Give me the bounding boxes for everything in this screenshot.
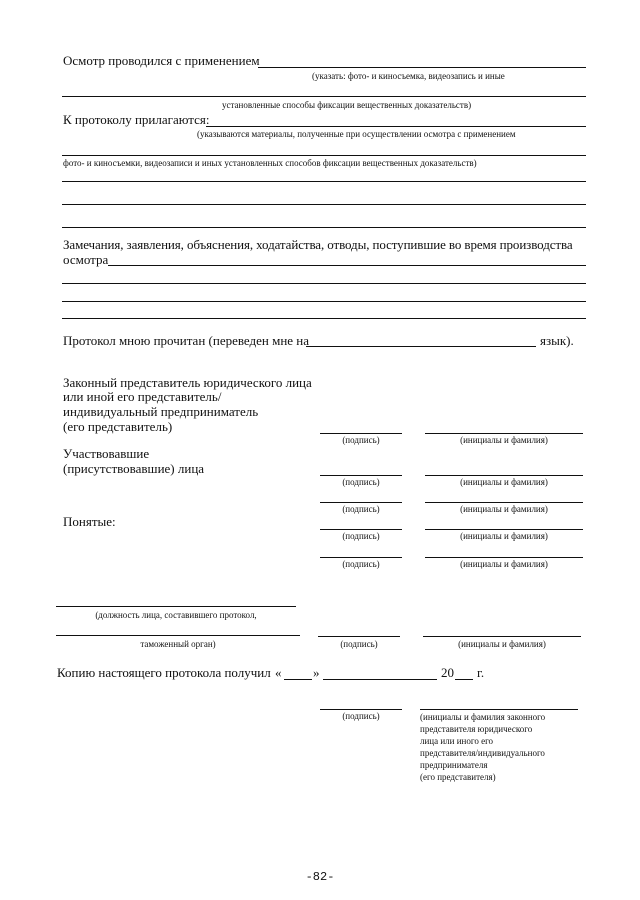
rep-signature-line[interactable] [320, 433, 402, 434]
copy-day-line[interactable] [284, 679, 312, 680]
official-signature-line[interactable] [318, 636, 400, 637]
language-field-line[interactable] [306, 346, 536, 347]
participant-2-signature-note: (подпись) [342, 504, 380, 514]
participant-signature-line[interactable] [320, 475, 402, 476]
copy-year-prefix: 20 [441, 665, 454, 680]
copy-quote-close: » [313, 665, 320, 680]
recipient-note-line-4: представителя/индивидуального [420, 748, 545, 758]
recipient-signature-note: (подпись) [342, 711, 380, 721]
rep-name-note: (инициалы и фамилия) [460, 435, 548, 445]
witness-2-name-line[interactable] [425, 557, 583, 558]
official-name-line[interactable] [423, 636, 581, 637]
witnesses-label: Понятые: [63, 514, 116, 529]
remarks-line-2: осмотра [63, 252, 109, 267]
representative-line-4: (его представитель) [63, 419, 173, 434]
remarks-line-4-field[interactable] [62, 318, 586, 319]
participants-line-1: Участвовавшие [63, 446, 150, 461]
copy-quote-open: « [275, 665, 282, 680]
copy-year-suffix: г. [477, 665, 485, 680]
representative-line-2: или иной его представитель/ [63, 389, 222, 404]
inspection-label: Осмотр проводился с применением [63, 53, 260, 68]
participant-2-name-note: (инициалы и фамилия) [460, 504, 548, 514]
attached-field-line[interactable] [206, 126, 586, 127]
witness-1-signature-note: (подпись) [342, 531, 380, 541]
participant-signature-note: (подпись) [342, 477, 380, 487]
attached-line-4[interactable] [62, 204, 586, 205]
remarks-line-3-field[interactable] [62, 301, 586, 302]
representative-line-1: Законный представитель юридического лица [63, 375, 312, 390]
official-position-line[interactable] [56, 606, 296, 607]
witness-1-signature-line[interactable] [320, 529, 402, 530]
recipient-note-line-6: (его представителя) [420, 772, 496, 782]
recipient-note-line-5: предпринимателя [420, 760, 488, 770]
witness-2-signature-line[interactable] [320, 557, 402, 558]
read-suffix: язык). [540, 333, 574, 348]
read-prefix: Протокол мною прочитан (переведен мне на [63, 333, 310, 348]
witness-1-name-line[interactable] [425, 529, 583, 530]
recipient-note-line-2: представителя юридического [420, 724, 533, 734]
participant-name-line[interactable] [425, 475, 583, 476]
recipient-note-line-3: лица или иного его [420, 736, 494, 746]
remarks-line-1: Замечания, заявления, объяснения, ходатайства, отводы, поступившие во время производства [63, 237, 573, 252]
inspection-field-line[interactable] [258, 67, 586, 68]
attached-line-3[interactable] [62, 181, 586, 182]
official-signature-note: (подпись) [340, 639, 378, 649]
official-name-note: (инициалы и фамилия) [458, 639, 546, 649]
inspection-note-1: (указать: фото- и киносъемка, видеозапись и иные [312, 71, 505, 81]
attached-note-1: (указываются материалы, полученные при осуществлении осмотра с применением [197, 129, 516, 139]
copy-year-line[interactable] [455, 679, 473, 680]
official-note-1: (должность лица, составившего протокол, [95, 610, 257, 620]
witness-1-name-note: (инициалы и фамилия) [460, 531, 548, 541]
recipient-note-line-1: (инициалы и фамилия законного [420, 712, 546, 722]
remarks-line-2-field[interactable] [62, 283, 586, 284]
official-customs-line[interactable] [56, 635, 300, 636]
participant-2-signature-line[interactable] [320, 502, 402, 503]
recipient-note [420, 711, 545, 783]
rep-name-line[interactable] [425, 433, 583, 434]
representative-line-3: индивидуальный предприниматель [63, 404, 259, 419]
copy-month-line[interactable] [323, 679, 437, 680]
inspection-field-line-2[interactable] [62, 96, 586, 97]
recipient-name-line[interactable] [420, 709, 578, 710]
recipient-signature-line[interactable] [320, 709, 402, 710]
attached-line-5[interactable] [62, 227, 586, 228]
participant-name-note: (инициалы и фамилия) [460, 477, 548, 487]
witness-2-name-note: (инициалы и фамилия) [460, 559, 548, 569]
participants-line-2: (присутствовавшие) лица [63, 461, 205, 476]
rep-signature-note: (подпись) [342, 435, 380, 445]
participant-2-name-line[interactable] [425, 502, 583, 503]
attached-label: К протоколу прилагаются: [63, 112, 210, 127]
official-note-2: таможенный орган) [140, 639, 216, 649]
copy-text: Копию настоящего протокола получил [57, 665, 271, 680]
witness-2-signature-note: (подпись) [342, 559, 380, 569]
page-number: -82- [305, 870, 335, 884]
attached-note-2: фото- и киносъемки, видеозаписи и иных установленных способов фиксации вещественных доказательств) [63, 158, 477, 168]
inspection-note-2: установленные способы фиксации вещественных доказательств) [222, 100, 472, 110]
remarks-field-line[interactable] [108, 265, 586, 266]
attached-field-line-2[interactable] [62, 155, 586, 156]
